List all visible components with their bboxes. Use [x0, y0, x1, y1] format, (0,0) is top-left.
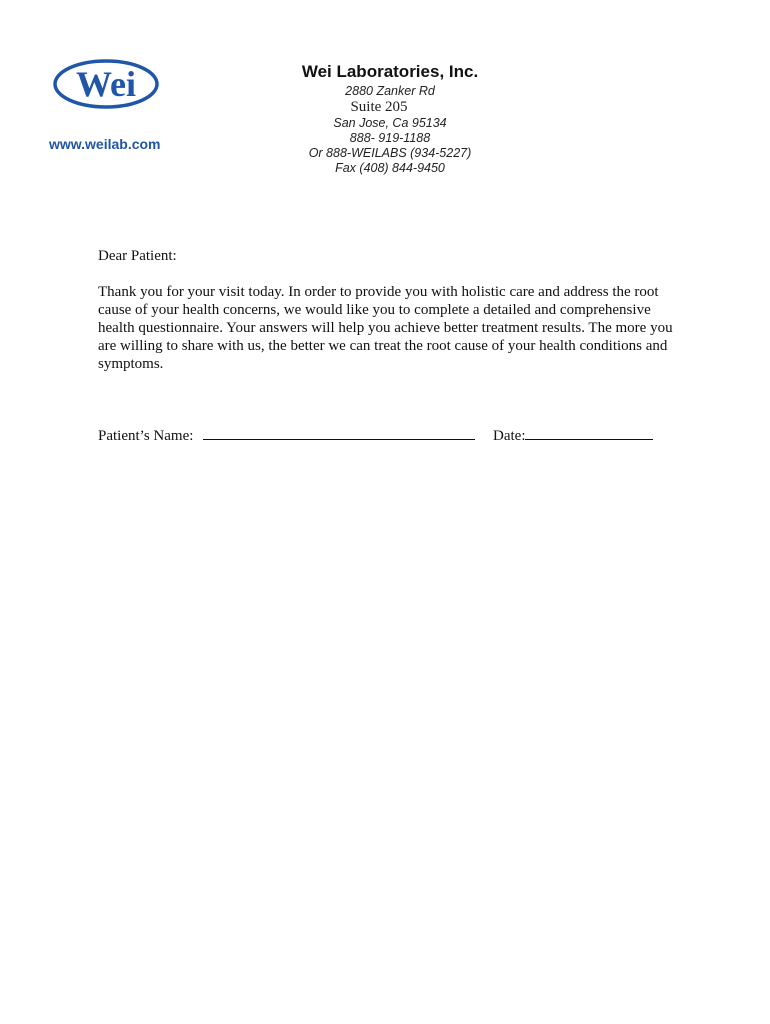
address-suite: Suite 205: [350, 99, 408, 115]
fax-number: Fax (408) 844-9450: [335, 161, 445, 175]
phone-number: 888- 919-1188: [349, 131, 431, 145]
date-label: Date:: [493, 428, 526, 444]
date-blank[interactable]: [525, 425, 653, 440]
patient-name-blank[interactable]: [203, 425, 475, 440]
date-field: [493, 425, 653, 445]
company-name: Wei Laboratories, Inc.: [301, 62, 479, 81]
letter-body: Thank you for your visit today. In order to provide you with holistic care and address the root cause of your health concerns, we would like you to complete a detailed and comprehensive health questionnaire. Your answers will help you achieve better treatment results. The more you are willing to share with us, the better we can treat the root cause of your health conditions and symptoms.: [98, 284, 673, 372]
alt-phone-number: Or 888-WEILABS (934-5227): [308, 146, 472, 160]
company-logo: [52, 58, 160, 110]
letter-greeting: Dear Patient:: [98, 248, 177, 264]
address-street: 2880 Zanker Rd: [345, 84, 435, 98]
website-link[interactable]: www.weilab.com: [49, 136, 161, 152]
logo-text: Wei: [76, 64, 136, 104]
address-city: San Jose, Ca 95134: [333, 116, 447, 130]
patient-name-field: [98, 425, 475, 445]
patient-name-label: Patient’s Name:: [98, 428, 194, 444]
